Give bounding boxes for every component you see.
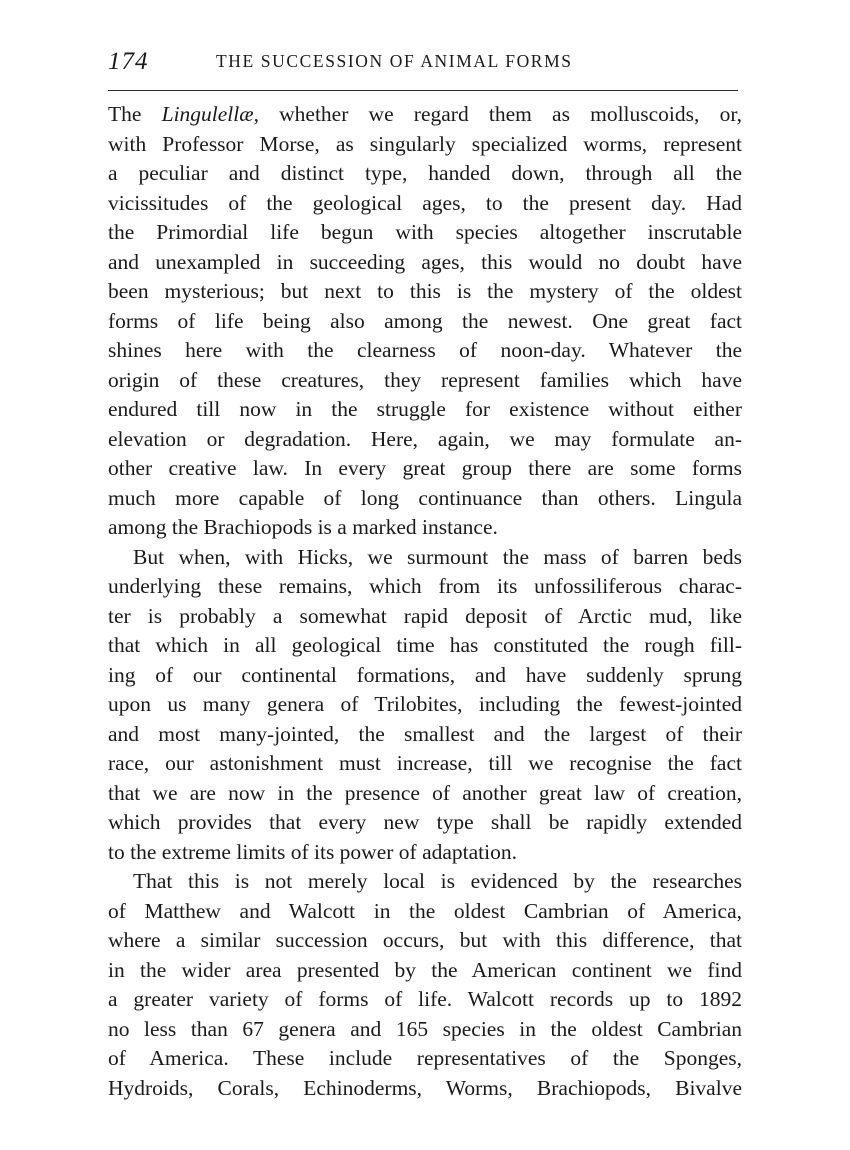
text-line: which provides that every new type shall be rapidly extended (108, 810, 742, 834)
page-header (108, 46, 740, 78)
text-line: But when, with Hicks, we surmount the mass of barren beds (133, 544, 742, 569)
text-line: a peculiar and distinct type, handed down, through all the (108, 161, 742, 185)
text-line: underlying these remains, which from its unfossiliferous charac- (108, 574, 742, 598)
text-line: that we are now in the presence of another great law of creation, (108, 780, 742, 805)
text-line: among the Brachiopods is a marked instance. (108, 515, 498, 539)
text-line: much more capable of long continuance than others. Lingula (108, 485, 742, 510)
text-line: been mysterious; but next to this is the mystery of the oldest (108, 279, 742, 303)
text-line: vicissitudes of the geological ages, to the present day. Had (108, 190, 742, 215)
text-line: upon us many genera of Trilobites, including the fewest-jointed (108, 692, 742, 716)
text-line: and unexampled in succeeding ages, this would no doubt have (108, 249, 742, 274)
text-line: endured till now in the struggle for existence without either (108, 397, 742, 421)
text-line: origin of these creatures, they represent families which have (108, 367, 742, 392)
text-line: The Lingulellæ, whether we regard them as molluscoids, or, (108, 102, 742, 126)
text-line: forms of life being also among the newest. One great fact (108, 308, 742, 333)
text-line: Hydroids, Corals, Echinoderms, Worms, Brachiopods, Bivalve (108, 1075, 742, 1100)
text-line: no less than 67 genera and 165 species in the oldest Cambrian (108, 1016, 742, 1041)
text-line: and most many-jointed, the smallest and the largest of their (108, 721, 742, 746)
text-line: shines here with the clearness of noon-day. Whatever the (108, 338, 742, 362)
text-line: elevation or degradation. Here, again, we may formulate an- (108, 426, 742, 451)
text-line: That this is not merely local is evidenced by the researches (133, 869, 742, 893)
text-line: of Matthew and Walcott in the oldest Cambrian of America, (108, 898, 742, 923)
text-line: ing of our continental formations, and have suddenly sprung (108, 662, 742, 687)
header-rule (108, 90, 738, 91)
text-line: in the wider area presented by the American continent we find (108, 957, 742, 982)
running-head: THE SUCCESSION OF ANIMAL FORMS (216, 51, 573, 71)
page-number: 174 (108, 48, 149, 75)
text-line: where a similar succession occurs, but with this difference, that (108, 928, 742, 952)
text-line: a greater variety of forms of life. Walcott records up to 1892 (108, 987, 742, 1011)
text-line: that which in all geological time has constituted the rough fill- (108, 633, 742, 657)
body-text (108, 100, 742, 1103)
text-line: the Primordial life begun with species altogether inscrutable (108, 220, 742, 244)
text-line: to the extreme limits of its power of adaptation. (108, 839, 517, 864)
text-line: race, our astonishment must increase, till we recognise the fact (108, 751, 742, 775)
text-line: of America. These include representatives of the Sponges, (108, 1046, 742, 1070)
text-line: ter is probably a somewhat rapid deposit of Arctic mud, like (108, 603, 742, 628)
text-line: other creative law. In every great group there are some forms (108, 456, 742, 480)
text-line: with Professor Morse, as singularly specialized worms, represent (108, 131, 742, 156)
